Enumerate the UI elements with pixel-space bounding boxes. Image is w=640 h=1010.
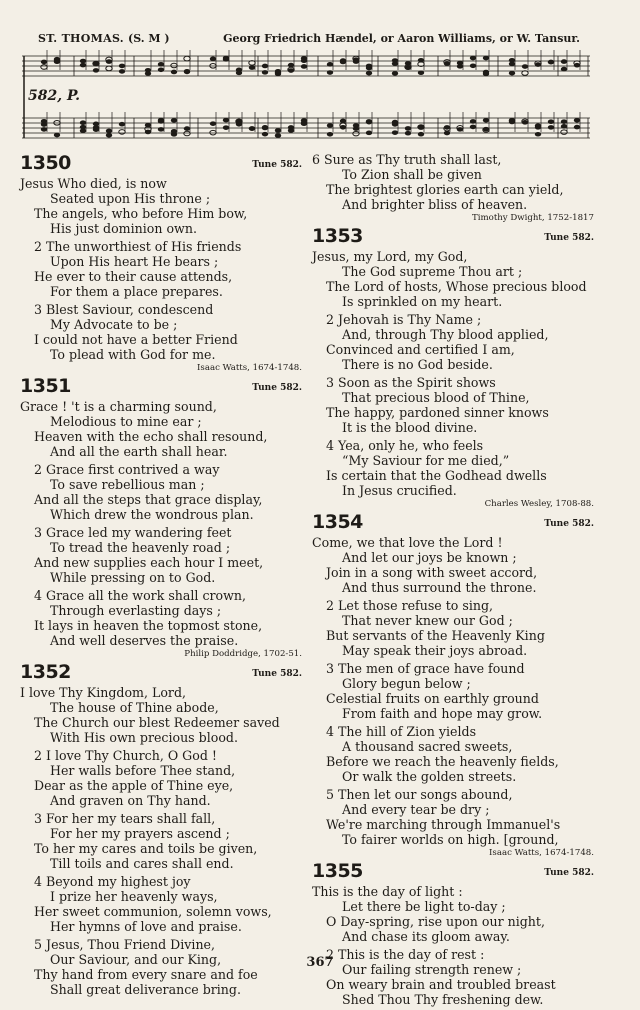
- hymn-header: [20, 375, 302, 399]
- verse-line: For them a place prepares.: [50, 284, 223, 299]
- stanza: [20, 588, 302, 648]
- verse-line: This is the day of light :: [312, 884, 463, 899]
- hymn: [312, 511, 594, 858]
- verse-line: 5 Then let our songs abound,: [326, 787, 513, 802]
- verse-line: And let our joys be known ;: [342, 550, 517, 565]
- tune-reference: Tune 582.: [544, 233, 594, 243]
- stanza: [312, 598, 594, 658]
- verse-line: We're marching through Immanuel's: [326, 817, 561, 832]
- hymn-number: 1351: [20, 375, 71, 397]
- hymn-header: [20, 661, 302, 685]
- verse-line: Celestial fruits on earthly ground: [326, 691, 539, 706]
- verse-line: Till toils and cares shall end.: [50, 856, 234, 871]
- verse-line: Shed Thou Thy freshening dew.: [342, 992, 544, 1007]
- verse-line: To save rebellious man ;: [50, 477, 205, 492]
- verse-line: It lays in heaven the topmost stone,: [34, 618, 263, 633]
- verse-line: And every tear be dry ;: [342, 802, 490, 817]
- verse-line: 3 For her my tears shall fall,: [34, 811, 216, 826]
- tune-meter: (S. M ): [128, 32, 170, 45]
- hymn: [20, 152, 302, 373]
- verse-line: “My Saviour for me died,”: [342, 453, 510, 468]
- verse-line: 2 Grace first contrived a way: [34, 462, 220, 477]
- verse-line: To her my cares and toils be given,: [34, 841, 258, 856]
- verse-line: 5 Jesus, Thou Friend Divine,: [34, 937, 216, 952]
- verse-line: My Advocate to be ;: [50, 317, 178, 332]
- verse-line: Upon His heart He bears ;: [50, 254, 219, 269]
- verse-line: Jesus Who died, is now: [20, 176, 167, 191]
- verse-line: On weary brain and troubled breast: [326, 977, 556, 992]
- verse-line: I could not have a better Friend: [34, 332, 238, 347]
- verse-line: The angels, who before Him bow,: [34, 206, 248, 221]
- hymn-number: 1352: [20, 661, 71, 683]
- verse-line: To plead with God for me.: [50, 347, 216, 362]
- verse-line: For her my prayers ascend ;: [50, 826, 230, 841]
- verse-line: Let there be light to-day ;: [342, 899, 506, 914]
- verse-line: And all the steps that grace display,: [34, 492, 263, 507]
- stanza: [20, 874, 302, 934]
- hymn-header: [312, 511, 594, 535]
- verse-line: Convinced and certified I am,: [326, 342, 515, 357]
- hymn-number: 1355: [312, 860, 363, 882]
- verse-line: Join in a song with sweet accord,: [326, 565, 538, 580]
- verse-line: 3 Soon as the Spirit shows: [326, 375, 496, 390]
- stanza: [312, 438, 594, 498]
- verse-line: 4 Grace all the work shall crown,: [34, 588, 247, 603]
- verse-line: There is no God beside.: [342, 357, 493, 372]
- verse-line: His just dominion own.: [50, 221, 197, 236]
- verse-line: Which drew the wondrous plan.: [50, 507, 254, 522]
- stanza: [20, 811, 302, 871]
- hymn-header: [20, 152, 302, 176]
- verse-line: Or walk the golden streets.: [342, 769, 517, 784]
- verse-line: 3 Blest Saviour, condescend: [34, 302, 214, 317]
- verse-line: Jesus, my Lord, my God,: [312, 249, 468, 264]
- hymn-header: [312, 860, 594, 884]
- verse-line: 3 The men of grace have found: [326, 661, 525, 676]
- verse-line: Through everlasting days ;: [50, 603, 222, 618]
- stanza: [312, 884, 594, 944]
- hymn-author: Charles Wesley, 1708-88.: [484, 499, 594, 509]
- hymn-author: Isaac Watts, 1674-1748.: [489, 848, 594, 858]
- verse-line: Melodious to mine ear ;: [50, 414, 202, 429]
- verse-line: To Zion shall be given: [342, 167, 482, 182]
- verse-line: 2 I love Thy Church, O God !: [34, 748, 217, 763]
- verse-line: And brighter bliss of heaven.: [342, 197, 528, 212]
- stanza: [312, 312, 594, 372]
- verse-line: And thus surround the throne.: [342, 580, 537, 595]
- left-column: [20, 152, 302, 1000]
- verse-line: Our failing strength renew ;: [342, 962, 522, 977]
- verse-line: 2 This is the day of rest :: [326, 947, 485, 962]
- stanza: [20, 239, 302, 299]
- verse-line: O Day-spring, rise upon our night,: [326, 914, 545, 929]
- verse-line: And chase its gloom away.: [342, 929, 510, 944]
- verse-line: Thy hand from every snare and foe: [34, 967, 258, 982]
- stanza: [20, 462, 302, 522]
- verse-line: It is the blood divine.: [342, 420, 478, 435]
- hymn: [20, 661, 302, 997]
- tune-reference: Tune 582.: [252, 383, 302, 393]
- tune-reference: Tune 582.: [544, 868, 594, 878]
- verse-line: He ever to their cause attends,: [34, 269, 233, 284]
- verse-line: I love Thy Kingdom, Lord,: [20, 685, 187, 700]
- verse-line: Before we reach the heavenly fields,: [326, 754, 559, 769]
- tune-reference: Tune 582.: [544, 519, 594, 529]
- stanza: [312, 249, 594, 309]
- hymn: [312, 152, 594, 223]
- verse-line: Dear as the apple of Thine eye,: [34, 778, 234, 793]
- verse-line: While pressing on to God.: [50, 570, 216, 585]
- verse-line: Our Saviour, and our King,: [50, 952, 222, 967]
- verse-line: And, through Thy blood applied,: [342, 327, 549, 342]
- tune-header: [38, 32, 580, 48]
- verse-line: 3 Grace led my wandering feet: [34, 525, 232, 540]
- hymn-number: 1350: [20, 152, 71, 174]
- tune-reference: Tune 582.: [252, 669, 302, 679]
- verse-line: In Jesus crucified.: [342, 483, 457, 498]
- verse-line: 4 Yea, only he, who feels: [326, 438, 484, 453]
- hymn-author: Timothy Dwight, 1752-1817: [472, 213, 594, 223]
- verse-line: Is sprinkled on my heart.: [342, 294, 503, 309]
- tune-number: 582, P.: [28, 88, 81, 104]
- verse-line: The happy, pardoned sinner knows: [326, 405, 549, 420]
- verse-line: To fairer worlds on high. [ground,: [342, 832, 559, 847]
- hymn-header: [312, 225, 594, 249]
- verse-line: Her hymns of love and praise.: [50, 919, 242, 934]
- verse-line: That never knew our God ;: [342, 613, 513, 628]
- hymn-number: 1354: [312, 511, 363, 533]
- verse-line: 2 The unworthiest of His friends: [34, 239, 242, 254]
- hymn-author: Isaac Watts, 1674-1748.: [197, 363, 302, 373]
- verse-line: A thousand sacred sweets,: [342, 739, 513, 754]
- verse-line: 6 Sure as Thy truth shall last,: [312, 152, 502, 167]
- verse-line: To tread the heavenly road ;: [50, 540, 231, 555]
- hymn: [312, 225, 594, 509]
- verse-line: May speak their joys abroad.: [342, 643, 528, 658]
- verse-line: I prize her heavenly ways,: [50, 889, 218, 904]
- tune-reference: Tune 582.: [252, 160, 302, 170]
- verse-line: Shall great deliverance bring.: [50, 982, 241, 997]
- verse-line: The brightest glories earth can yield,: [326, 182, 564, 197]
- right-column: [312, 152, 594, 1010]
- verse-line: From faith and hope may grow.: [342, 706, 543, 721]
- verse-line: And well deserves the praise.: [50, 633, 239, 648]
- verse-line: The house of Thine abode,: [50, 700, 219, 715]
- stanza: [20, 399, 302, 459]
- hymn-number: 1353: [312, 225, 363, 247]
- stanza: [20, 302, 302, 362]
- verse-line: And graven on Thy hand.: [50, 793, 211, 808]
- verse-line: 2 Let those refuse to sing,: [326, 598, 494, 613]
- stanza: [312, 535, 594, 595]
- stanza: [312, 661, 594, 721]
- stanza: [312, 724, 594, 784]
- verse-line: But servants of the Heavenly King: [326, 628, 545, 643]
- tune-name: ST. THOMAS.: [38, 32, 124, 45]
- verse-line: Her sweet communion, solemn vows,: [34, 904, 272, 919]
- verse-line: Heaven with the echo shall resound,: [34, 429, 268, 444]
- stanza: [20, 685, 302, 745]
- verse-line: 4 The hill of Zion yields: [326, 724, 477, 739]
- stanza: [20, 176, 302, 236]
- verse-line: Grace ! 't is a charming sound,: [20, 399, 217, 414]
- verse-line: 4 Beyond my highest joy: [34, 874, 191, 889]
- verse-line: Is certain that the Godhead dwells: [326, 468, 547, 483]
- hymn: [20, 375, 302, 659]
- hymn: [312, 860, 594, 1007]
- verse-line: Glory begun below ;: [342, 676, 471, 691]
- verse-line: And all the earth shall hear.: [50, 444, 228, 459]
- verse-line: The Church our blest Redeemer saved: [34, 715, 280, 730]
- verse-line: Her walls before Thee stand,: [50, 763, 236, 778]
- page-number: 367: [306, 955, 334, 970]
- stanza: [312, 787, 594, 847]
- verse-line: The God supreme Thou art ;: [342, 264, 523, 279]
- stanza: [20, 748, 302, 808]
- verse-line: And new supplies each hour I meet,: [34, 555, 264, 570]
- verse-line: The Lord of hosts, Whose precious blood: [326, 279, 587, 294]
- music-score: [22, 48, 590, 146]
- verse-line: With His own precious blood.: [50, 730, 238, 745]
- hymn-author: Philip Doddridge, 1702-51.: [184, 649, 302, 659]
- stanza: [312, 375, 594, 435]
- stanza: [20, 525, 302, 585]
- verse-line: Seated upon His throne ;: [50, 191, 211, 206]
- verse-line: 2 Jehovah is Thy Name ;: [326, 312, 482, 327]
- tune-composer: Georg Friedrich Hændel, or Aaron Williams, or W. Tansur.: [223, 32, 580, 45]
- verse-line: Come, we that love the Lord !: [312, 535, 503, 550]
- verse-line: That precious blood of Thine,: [342, 390, 530, 405]
- stanza: [312, 152, 594, 212]
